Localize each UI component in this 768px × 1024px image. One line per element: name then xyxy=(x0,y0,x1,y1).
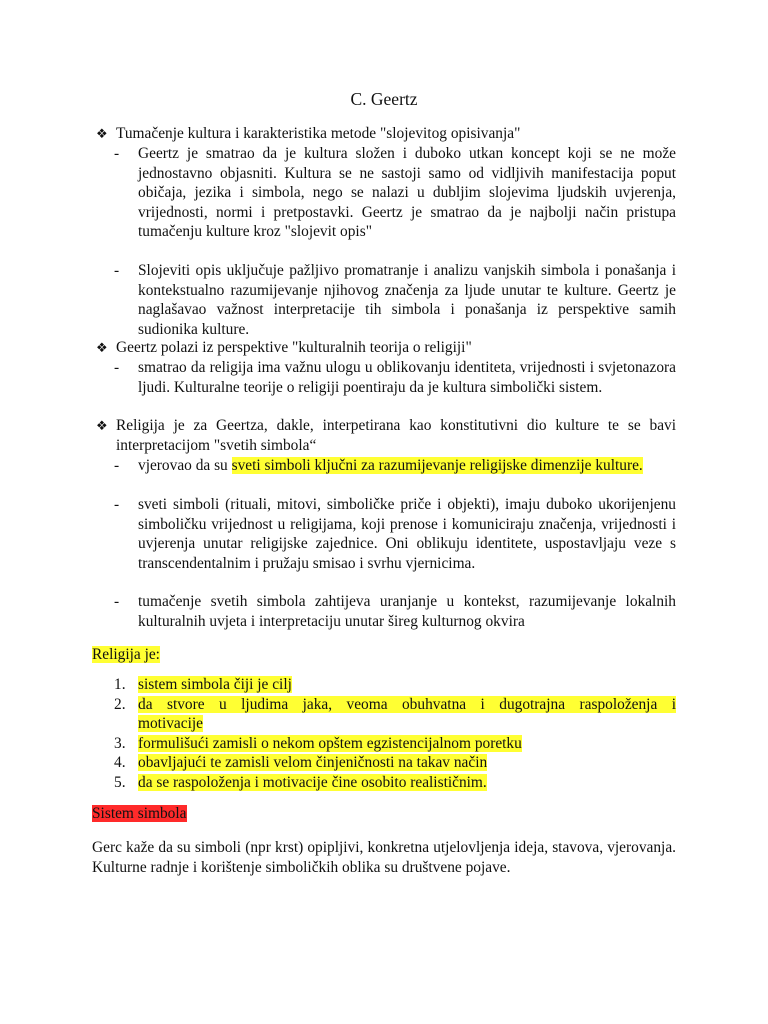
bullet-text: Tumačenje kultura i karakteristika metode "slojevitog opisivanja" xyxy=(116,125,521,142)
item-number: 1. xyxy=(114,676,126,693)
sub-item-text: Geertz je smatrao da je kultura složen i duboko utkan koncept koji se ne može jednostavno objasniti. Kultura se ne sastoji samo od vidljivih manifestacija poput običaja, jezika i simbola, nego se nalazi u dubljim slojevima ljudskih uvjerenja, vrijednosti, normi i pretpostavki. Geertz je smatrao da je najbolji način pristupa tumačenju kulture kroz "slojevit opis" xyxy=(138,145,676,241)
diamond-bullet-icon: ❖ xyxy=(96,126,108,141)
religion-item-3 xyxy=(114,734,676,754)
item-text: formulišući zamisli o nekom opštem egzistencijalnom poretku xyxy=(138,735,522,752)
item-text-continued: motivacije xyxy=(138,715,203,732)
symbols-heading-text: Sistem simbola xyxy=(92,805,187,822)
diamond-bullet-icon: ❖ xyxy=(96,340,108,355)
dash-marker: - xyxy=(114,359,120,376)
highlighted-text: sveti simboli ključni za razumijevanje religijske dimenzije kulture. xyxy=(231,457,643,474)
dash-marker: - xyxy=(114,496,120,513)
symbols-paragraph: Gerc kaže da su simboli (npr krst) opipljivi, konkretna utjelovljenja ideja, stavova, vjerovanja. Kulturne radnje i korištenje simboličkih oblika su društvene pojave. xyxy=(92,839,676,876)
sub-item-thick-description xyxy=(114,261,676,339)
religion-item-2-continued xyxy=(114,714,676,734)
symbols-heading xyxy=(92,804,187,824)
item-number: 2. xyxy=(114,696,126,713)
bullet-text: Religija je za Geertza, dakle, interpetirana kao konstitutivni dio kulture te se bavi interpretacijom "svetih simbola“ xyxy=(116,417,676,454)
sub-item-text: tumačenje svetih simbola zahtijeva uranjanje u kontekst, razumijevanje lokalnih kulturalnih uvjeta i interpretaciju unutar šireg kulturnog okvira xyxy=(138,593,676,630)
sub-item-sacred-symbols-value xyxy=(114,495,676,573)
sub-item-text: smatrao da religija ima važnu ulogu u oblikovanju identiteta, vrijednosti i svjetonazora ljudi. Kulturalne teorije o religiji poentiraju da je kultura simbolički sistem. xyxy=(138,359,676,396)
dash-marker: - xyxy=(114,593,120,610)
item-number: 4. xyxy=(114,754,126,771)
item-text: da stvore u ljudima jaka, veoma obuhvatna i dugotrajna raspoloženja i xyxy=(138,696,676,713)
religion-heading-text: Religija je: xyxy=(92,646,160,663)
sub-item-text: Slojeviti opis uključuje pažljivo promatranje i analizu vanjskih simbola i ponašanja i kontekstualno razumijevanje njihovog značenja za ljude unutar te kulture. Geertz je naglašavao važnost interpretacije tih simbola i ponašanja iz perspektive samih sudionika kulture. xyxy=(138,262,676,338)
item-text: obavljajući te zamisli velom činjeničnosti na takav način xyxy=(138,754,488,771)
sub-item-key-symbols xyxy=(114,456,676,476)
religion-item-4 xyxy=(114,753,676,773)
item-text: da se raspoloženja i motivacije čine osobito realističnim. xyxy=(138,774,487,791)
religion-item-5 xyxy=(114,773,676,793)
page-title: C. Geertz xyxy=(350,89,418,109)
sub-item-culture-complex xyxy=(114,144,676,242)
item-text: sistem simbola čiji je cilj xyxy=(138,676,292,693)
bullet-culture-interpretation xyxy=(96,124,676,144)
bullet-text: Geertz polazi iz perspektive "kulturalnih teorija o religiji" xyxy=(116,339,472,356)
item-number: 3. xyxy=(114,735,126,752)
dash-marker: - xyxy=(114,262,120,279)
sub-item-text xyxy=(114,456,676,476)
dash-marker: - xyxy=(114,457,120,474)
sub-item-text: sveti simboli (rituali, mitovi, simboličke priče i objekti), imaju duboko ukorijenjenu simboličku vrijednost u religijama, koji prenose i komuniciraju značenja, vrijednosti i uvjerenja unutar religijske zajednice. Oni oblikuju identitete, uspostavljaju veze s transcendentalnim i pružaju smisao i svrhu vjernicima. xyxy=(138,496,676,572)
dash-marker: - xyxy=(114,145,120,162)
religion-item-2 xyxy=(114,695,676,715)
bullet-cultural-theories xyxy=(96,338,676,358)
religion-heading xyxy=(92,645,160,665)
sub-item-interpretation-context xyxy=(114,592,676,631)
item-number: 5. xyxy=(114,774,126,791)
diamond-bullet-icon: ❖ xyxy=(96,418,108,433)
sub-item-religion-role xyxy=(114,358,676,397)
bullet-sacred-symbols xyxy=(96,416,676,455)
sub-item-text-plain: vjerovao da su xyxy=(138,457,232,474)
religion-item-1 xyxy=(114,675,676,695)
